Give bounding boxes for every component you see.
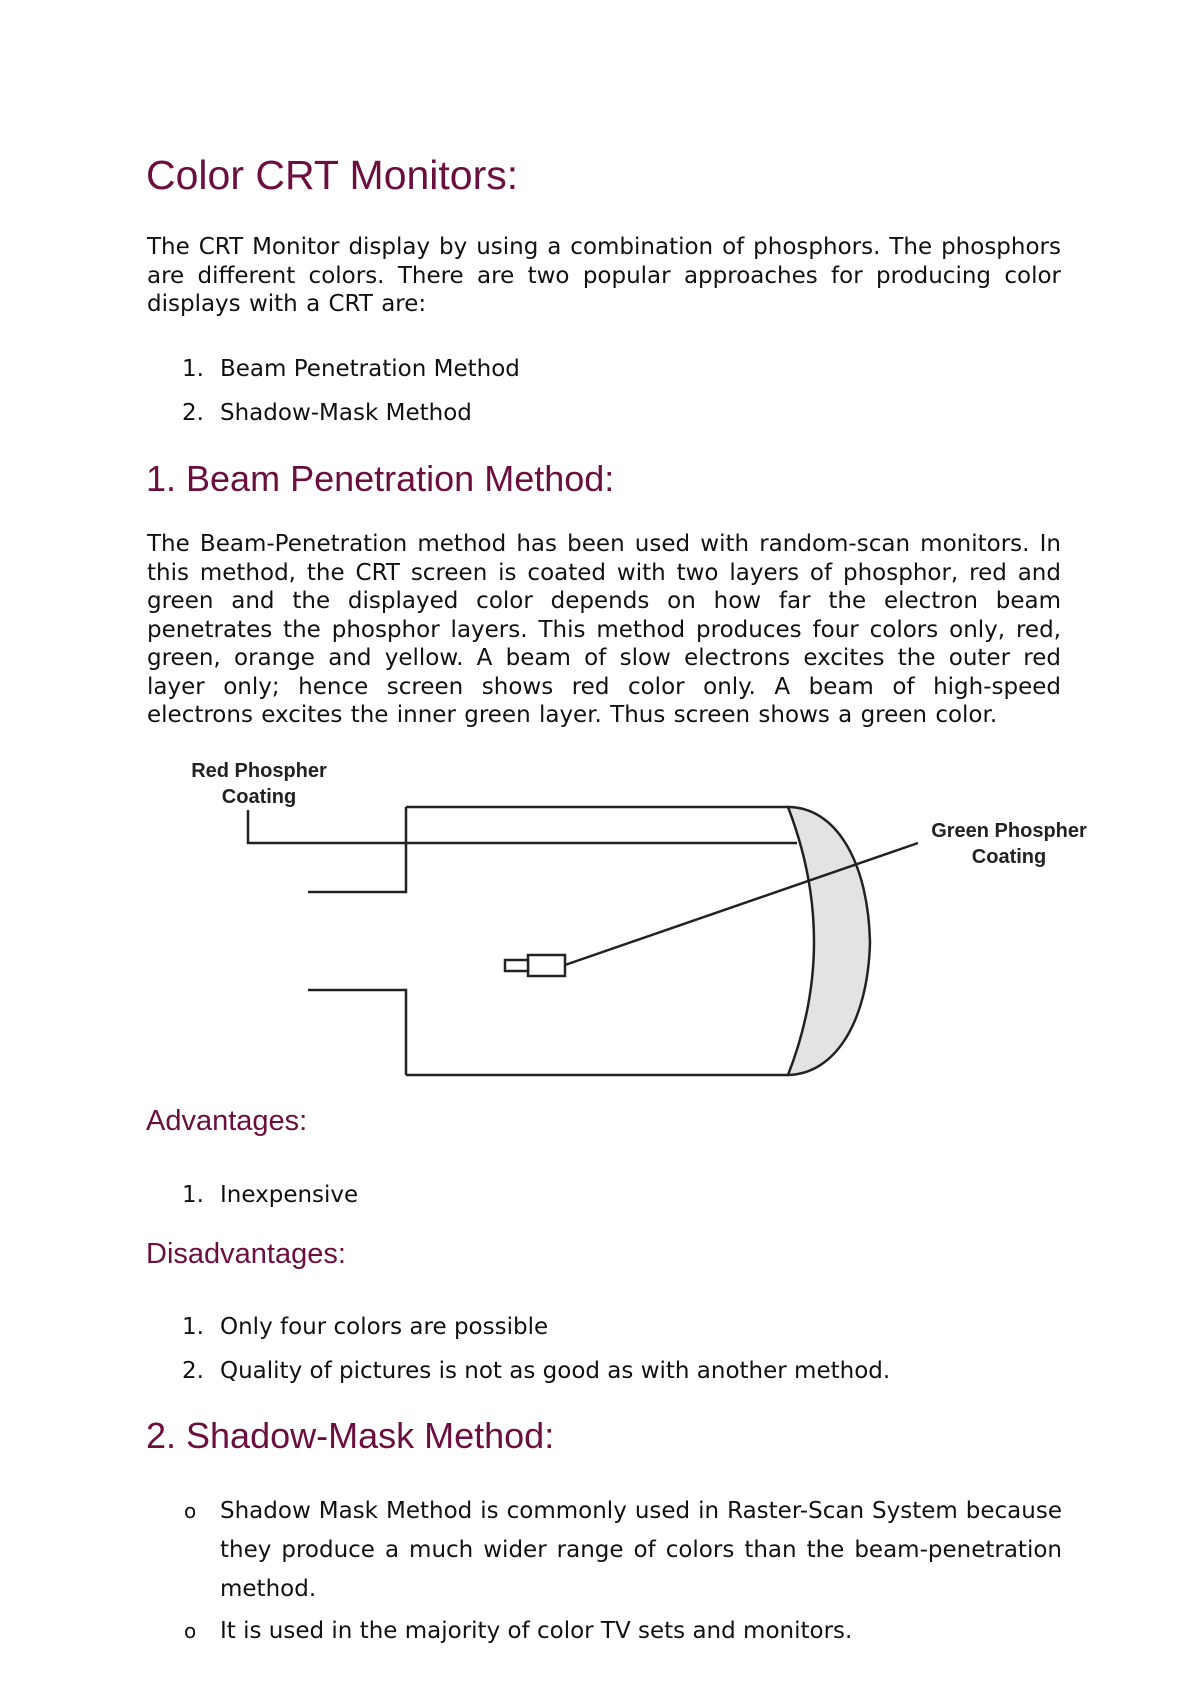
- list-text: Only four colors are possible: [220, 1314, 549, 1340]
- shadow-heading: 2. Shadow-Mask Method:: [146, 1415, 555, 1456]
- list-item: [182, 1313, 548, 1341]
- red-coating-label-line2: Coating: [221, 786, 297, 808]
- crt-neck-top: [308, 807, 406, 892]
- green-coating-label-line1: Green Phospher: [931, 820, 1087, 842]
- red-coating-label-line1: Red Phospher: [191, 760, 327, 782]
- intro-paragraph: The CRT Monitor display by using a combination of phosphors. The phosphors are different colors. There are two popular approaches for producing color displays with a CRT are:: [147, 234, 1061, 317]
- electron-gun-nozzle: [505, 960, 528, 971]
- crt-neck-bottom: [308, 990, 406, 1075]
- list-number: 1.: [182, 1314, 204, 1340]
- list-text: Quality of pictures is not as good as with another method.: [220, 1358, 891, 1384]
- electron-gun-body: [528, 955, 565, 976]
- list-number: 1.: [182, 356, 204, 382]
- advantages-heading: Advantages:: [146, 1105, 308, 1137]
- bullet-item: [182, 1612, 1062, 1651]
- list-item: [182, 1357, 890, 1385]
- page-title: Color CRT Monitors:: [146, 152, 519, 198]
- list-text: Beam Penetration Method: [220, 356, 520, 382]
- list-number: 2.: [182, 400, 204, 426]
- bullet-text: It is used in the majority of color TV sets and monitors.: [220, 1618, 853, 1644]
- green-coating-label-line2: Coating: [971, 846, 1047, 868]
- bullet-marker: o: [184, 1619, 197, 1643]
- beam-paragraph: The Beam-Penetration method has been used with random-scan monitors. In this method, the CRT screen is coated with two layers of phosphor, red and green and the displayed color depends on how far the electron beam penetrates the phosphor layers. This method produces four colors only, red, green, orange and yellow. A beam of slow electrons excites the outer red layer only; hence screen shows red color only. A beam of high-speed electrons excites the inner green layer. Thus screen shows a green color.: [147, 531, 1061, 728]
- list-text: Inexpensive: [220, 1182, 359, 1208]
- list-number: 1.: [182, 1182, 204, 1208]
- disadvantages-heading: Disadvantages:: [146, 1238, 346, 1270]
- red-coating-leader: [248, 810, 797, 843]
- bullet-item: [182, 1492, 1062, 1609]
- list-number: 2.: [182, 1358, 204, 1384]
- crt-screen-shape: [788, 807, 870, 1075]
- bullet-text: Shadow Mask Method is commonly used in Raster-Scan System because they produce a much wider range of colors than the beam-penetration method.: [220, 1498, 1062, 1602]
- bullet-marker: o: [184, 1499, 197, 1523]
- list-item: [182, 1181, 358, 1209]
- list-text: Shadow-Mask Method: [220, 400, 472, 426]
- beam-heading: 1. Beam Penetration Method:: [146, 458, 615, 499]
